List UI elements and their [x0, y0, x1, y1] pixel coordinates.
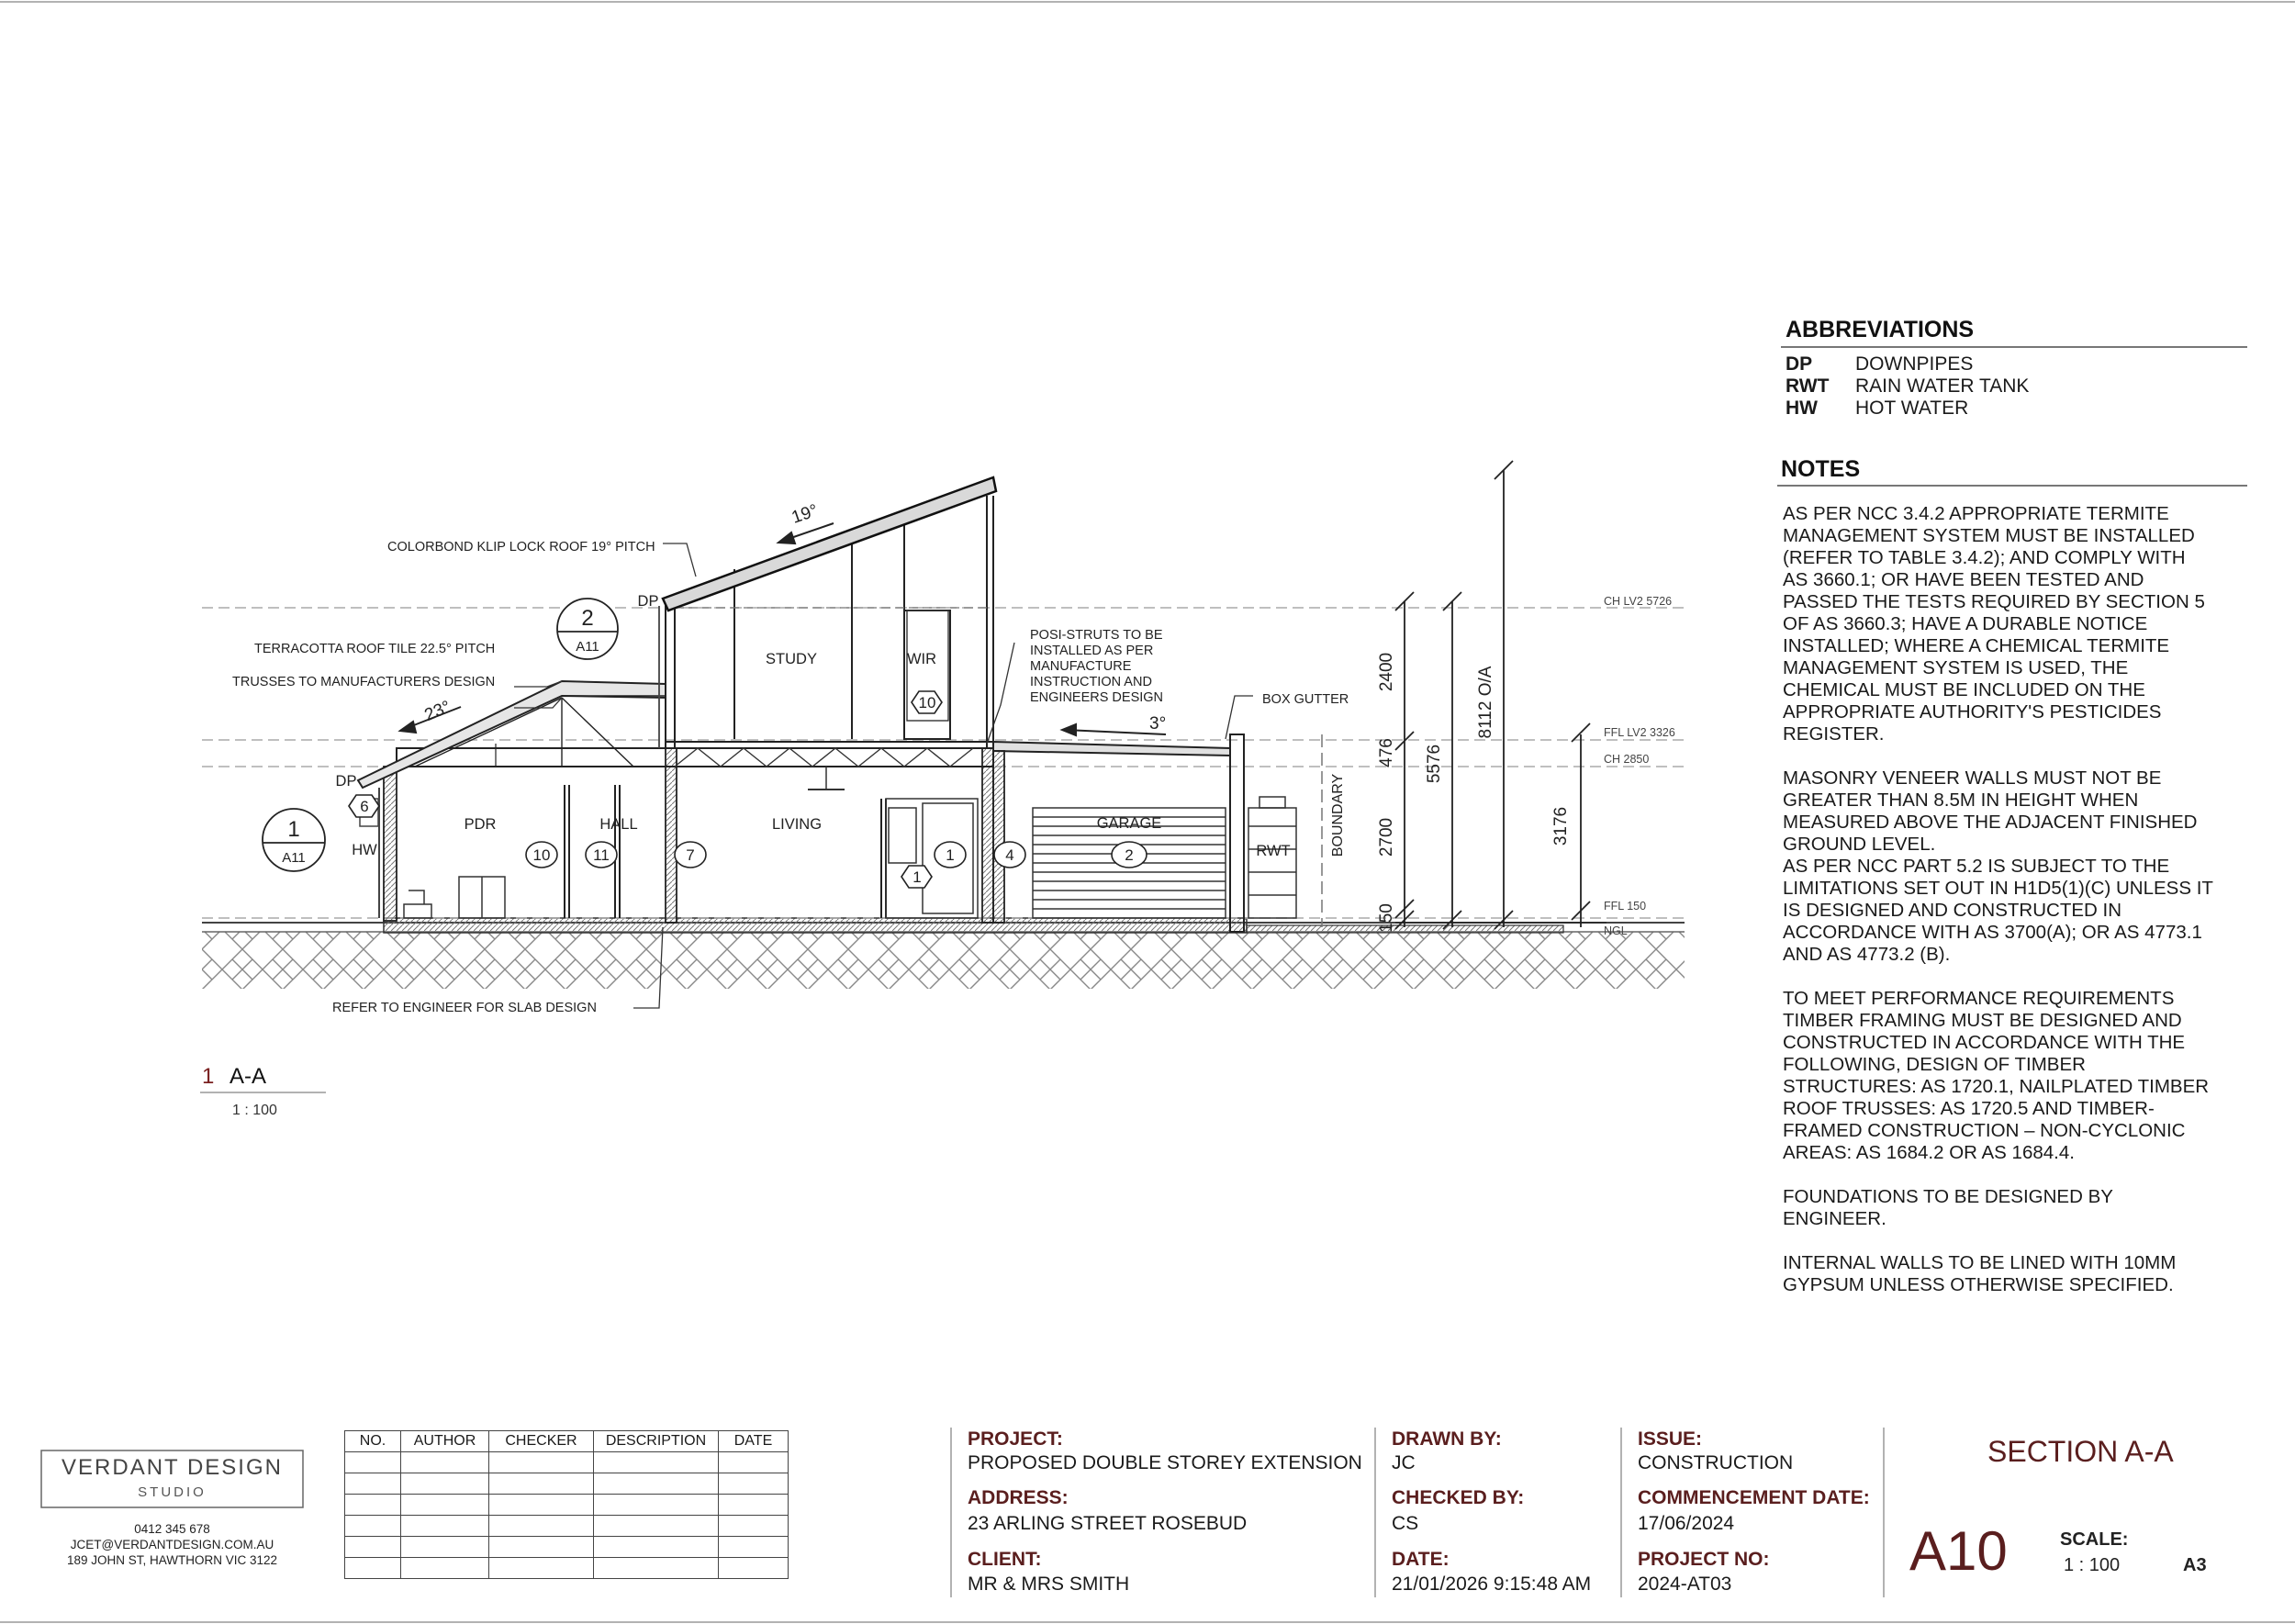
room-wir: WIR — [906, 651, 937, 667]
issue-label: ISSUE: — [1638, 1428, 1703, 1450]
paper-size: A3 — [2183, 1555, 2207, 1575]
note-paragraph: AS PER NCC 3.4.2 APPROPRIATE TERMITE MANAGEMENT SYSTEM MUST BE INSTALLED (REFER TO TABLE 3.4.2); AND COMPLY WITH AS 3660.1; OR HAVE BEEN TESTED AND PASSED THE TESTS REQUIRED BY SECTION 5 OF AS 3660.3; HAVE A DURABLE NOTICE INSTALLED; WHERE A CHEMICAL TERMITE MANAGEMENT SYSTEM IS USED, THE CHEMICAL MUST BE INCLUDED ON THE APPROPRIATE AUTHORITY'S PESTICIDES REGISTER. — [1783, 503, 2205, 745]
view-number: 1 — [202, 1064, 215, 1089]
tag-4: 4 — [1005, 846, 1014, 864]
project-no-value: 2024-AT03 — [1638, 1574, 1732, 1595]
dim-3176: 3176 — [1551, 806, 1571, 846]
abbr-meaning: HOT WATER — [1855, 398, 1969, 419]
revision-table — [344, 1430, 789, 1579]
upper-walls — [666, 496, 993, 748]
ground-floor-walls — [384, 748, 993, 923]
issue-value: CONSTRUCTION — [1638, 1452, 1794, 1473]
revision-row — [345, 1537, 789, 1558]
room-garage: GARAGE — [1096, 815, 1162, 832]
label-hw: HW — [352, 842, 377, 858]
level-ffl-lv2: FFL LV2 3326 — [1604, 726, 1675, 739]
room-study: STUDY — [766, 651, 817, 667]
pitch-lower: 23° — [421, 697, 454, 726]
sheet-title: SECTION A-A — [1987, 1435, 2174, 1468]
garage-roof — [993, 742, 1230, 756]
slab — [384, 918, 1247, 933]
section-mark-2-sheet: A11 — [576, 639, 599, 655]
section-mark-1-sheet: A11 — [282, 850, 306, 866]
note-paragraph: INTERNAL WALLS TO BE LINED WITH 10MM GYPSUM UNLESS OTHERWISE SPECIFIED. — [1783, 1252, 2177, 1295]
revision-row — [345, 1516, 789, 1537]
ground-hatch — [202, 932, 1685, 989]
rev-head-checker: CHECKER — [489, 1431, 594, 1452]
callout-posi-1: POSI-STRUTS TO BE — [1030, 628, 1163, 643]
label-dp-lower: DP — [335, 773, 357, 790]
dim-8112: 8112 O/A — [1476, 666, 1495, 739]
callout-trusses: TRUSSES TO MANUFACTURERS DESIGN — [232, 675, 496, 689]
abbreviations-title: ABBREVIATIONS — [1786, 317, 1975, 342]
studio-address: 189 JOHN ST, HAWTHORN VIC 3122 — [66, 1553, 278, 1567]
boundary-label: BOUNDARY — [1330, 773, 1346, 857]
revision-header-row — [345, 1431, 789, 1452]
sheet-number: A10 — [1909, 1520, 2008, 1582]
callout-box-gutter: BOX GUTTER — [1262, 692, 1349, 707]
dimension-text — [1377, 653, 1571, 933]
scale-value: 1 : 100 — [2064, 1555, 2121, 1575]
tag-10b: 10 — [918, 694, 936, 711]
section-mark-1-number: 1 — [287, 817, 300, 842]
rev-head-date: DATE — [719, 1431, 789, 1452]
pitch-gutter: 3° — [1149, 714, 1167, 734]
section-mark-2-number: 2 — [581, 606, 594, 631]
room-living: LIVING — [771, 816, 823, 833]
tag-11: 11 — [593, 846, 610, 864]
dimension-lines — [1395, 461, 1606, 929]
pdr-fixtures — [404, 877, 505, 918]
note-paragraph: TO MEET PERFORMANCE REQUIREMENTS TIMBER FRAMING MUST BE DESIGNED AND CONSTRUCTED IN ACCORDANCE WITH THE FOLLOWING, DESIGN OF TIMBER STRUCTURES: AS 1720.1, NAILPLATED TIMBER ROOF TRUSSES: AS 1720.5 AND TIMBER- FRAMED CONSTRUCTION – NON-CYCLONIC AREAS: AS 1684.2 OR AS 1684.4. — [1783, 988, 2210, 1163]
address-label: ADDRESS: — [968, 1487, 1069, 1508]
revision-row — [345, 1452, 789, 1473]
view-scale: 1 : 100 — [232, 1103, 277, 1118]
callout-posi-2: INSTALLED AS PER — [1030, 644, 1154, 658]
dim-2700: 2700 — [1377, 817, 1396, 857]
studio-email: JCET@VERDANTDESIGN.COM.AU — [70, 1538, 274, 1551]
abbr-meaning: DOWNPIPES — [1855, 353, 1974, 375]
callout-posi-3: MANUFACTURE — [1030, 659, 1132, 674]
rev-head-no: NO. — [345, 1431, 401, 1452]
tag-10a: 10 — [532, 846, 551, 864]
client-label: CLIENT: — [968, 1549, 1042, 1570]
abbr-code: DP — [1786, 353, 1813, 375]
notes-rule — [1777, 485, 2247, 487]
level-ffl: FFL 150 — [1604, 900, 1647, 913]
notes-title: NOTES — [1781, 456, 1861, 482]
notes-body — [1783, 503, 2251, 1318]
studio-phone: 0412 345 678 — [134, 1522, 210, 1536]
commencement-value: 17/06/2024 — [1638, 1513, 1735, 1534]
revision-row — [345, 1473, 789, 1495]
client-value: MR & MRS SMITH — [968, 1574, 1130, 1595]
abbreviation-row — [1786, 375, 2029, 398]
room-pdr: PDR — [464, 816, 497, 833]
dim-5576: 5576 — [1425, 744, 1444, 784]
abbr-code: HW — [1786, 398, 1818, 419]
rev-head-description: DESCRIPTION — [594, 1431, 719, 1452]
level-ngl: NGL — [1604, 924, 1628, 937]
abbr-code: RWT — [1786, 375, 1830, 397]
dim-476: 476 — [1377, 738, 1396, 767]
callout-posi-5: ENGINEERS DESIGN — [1030, 690, 1164, 705]
callout-colorbond: COLORBOND KLIP LOCK ROOF 19° PITCH — [387, 540, 655, 554]
address-value: 23 ARLING STREET ROSEBUD — [968, 1513, 1248, 1534]
studio-name: VERDANT DESIGN — [62, 1455, 283, 1480]
level-ch-lv2: CH LV2 5726 — [1604, 595, 1673, 608]
room-rwt: RWT — [1256, 843, 1291, 859]
abbreviations-rule — [1781, 346, 2247, 348]
note-paragraph: FOUNDATIONS TO BE DESIGNED BY ENGINEER. — [1783, 1186, 2113, 1229]
tag-6: 6 — [360, 798, 369, 815]
pitch-upper: 19° — [789, 500, 821, 528]
date-label: DATE: — [1392, 1549, 1450, 1570]
project-value: PROPOSED DOUBLE STOREY EXTENSION — [968, 1452, 1362, 1473]
rev-head-author: AUTHOR — [401, 1431, 489, 1452]
room-hall: HALL — [599, 816, 638, 833]
dim-2400: 2400 — [1377, 652, 1396, 692]
studio-sub: STUDIO — [138, 1484, 207, 1500]
drawn-value: JC — [1392, 1452, 1416, 1473]
abbreviation-row — [1786, 398, 1968, 420]
abbreviation-row — [1786, 353, 1973, 375]
tag-2: 2 — [1125, 846, 1134, 864]
colorbond-roof — [663, 477, 996, 610]
tag-1b: 1 — [912, 868, 922, 886]
date-value: 21/01/2026 9:15:48 AM — [1392, 1574, 1592, 1595]
note-paragraph: MASONRY VENEER WALLS MUST NOT BE GREATER THAN 8.5M IN HEIGHT WHEN MEASURED ABOVE THE ADJACENT FINISHED GROUND LEVEL. AS PER NCC PART 5.2 IS SUBJECT TO THE LIMITATIONS SET OUT IN H1D5(1)(C) UNLESS IT IS DESIGNED AND CONSTRUCTED IN ACCORDANCE WITH AS 3700(A); OR AS 4773.1 AND AS 4773.2 (B). — [1783, 767, 2213, 965]
checked-label: CHECKED BY: — [1392, 1487, 1525, 1508]
tag-7: 7 — [686, 846, 695, 864]
tag-1a: 1 — [946, 846, 955, 864]
view-name: A-A — [230, 1064, 267, 1089]
revision-row — [345, 1495, 789, 1516]
checked-value: CS — [1392, 1513, 1419, 1534]
dim-150: 150 — [1377, 903, 1396, 933]
tile-roof — [358, 681, 666, 788]
commencement-label: COMMENCEMENT DATE: — [1638, 1487, 1870, 1508]
abbr-meaning: RAIN WATER TANK — [1855, 375, 2030, 397]
scale-label: SCALE: — [2060, 1529, 2129, 1550]
drawn-label: DRAWN BY: — [1392, 1428, 1502, 1450]
callout-roof-tile: TERRACOTTA ROOF TILE 22.5° PITCH — [254, 642, 496, 656]
level-ch: CH 2850 — [1604, 753, 1650, 766]
label-dp-upper: DP — [637, 593, 659, 610]
callout-posi-4: INSTRUCTION AND — [1030, 675, 1152, 689]
project-no-label: PROJECT NO: — [1638, 1549, 1770, 1570]
project-label: PROJECT: — [968, 1428, 1063, 1450]
callout-slab: REFER TO ENGINEER FOR SLAB DESIGN — [332, 1001, 597, 1015]
revision-row — [345, 1558, 789, 1579]
